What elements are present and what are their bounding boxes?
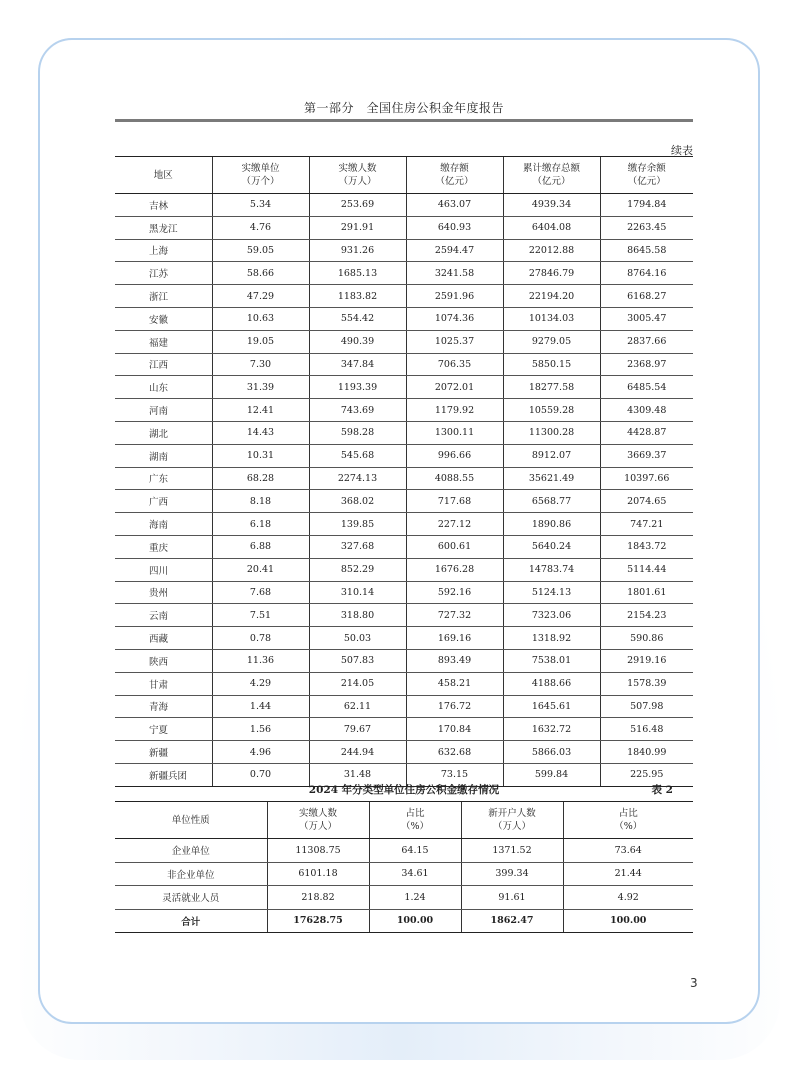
table-row <box>115 285 693 308</box>
region-cell: 重庆 <box>115 535 212 558</box>
value-cell: 852.29 <box>309 558 406 581</box>
total-value-cell: 1862.47 <box>461 909 563 933</box>
value-cell: 0.70 <box>212 763 309 786</box>
region-cell: 安徽 <box>115 307 212 330</box>
value-cell: 5114.44 <box>600 558 693 581</box>
value-cell: 21.44 <box>563 862 693 886</box>
value-cell: 1578.39 <box>600 672 693 695</box>
value-cell: 2072.01 <box>406 376 503 399</box>
value-cell: 327.68 <box>309 535 406 558</box>
value-cell: 743.69 <box>309 399 406 422</box>
value-cell: 22012.88 <box>503 239 600 262</box>
value-cell: 8.18 <box>212 490 309 513</box>
value-cell: 1371.52 <box>461 839 563 863</box>
value-cell: 1300.11 <box>406 421 503 444</box>
value-cell: 4.96 <box>212 741 309 764</box>
unit-type-deposit-table <box>115 801 693 933</box>
column-header: 占比 （%） <box>369 802 461 839</box>
value-cell: 5640.24 <box>503 535 600 558</box>
region-cell: 宁夏 <box>115 718 212 741</box>
column-header: 实缴人数 （万人） <box>309 157 406 194</box>
column-header: 实缴人数 （万人） <box>267 802 369 839</box>
value-cell: 218.82 <box>267 886 369 910</box>
value-cell: 1.44 <box>212 695 309 718</box>
table-row <box>115 604 693 627</box>
value-cell: 3669.37 <box>600 444 693 467</box>
value-cell: 8764.16 <box>600 262 693 285</box>
region-cell: 浙江 <box>115 285 212 308</box>
value-cell: 463.07 <box>406 194 503 217</box>
region-cell: 江苏 <box>115 262 212 285</box>
value-cell: 490.39 <box>309 330 406 353</box>
value-cell: 244.94 <box>309 741 406 764</box>
value-cell: 368.02 <box>309 490 406 513</box>
table-row <box>115 581 693 604</box>
region-cell: 四川 <box>115 558 212 581</box>
value-cell: 1890.86 <box>503 513 600 536</box>
value-cell: 2594.47 <box>406 239 503 262</box>
table-row <box>115 535 693 558</box>
value-cell: 516.48 <box>600 718 693 741</box>
value-cell: 91.61 <box>461 886 563 910</box>
column-header: 单位性质 <box>115 802 267 839</box>
value-cell: 4428.87 <box>600 421 693 444</box>
value-cell: 58.66 <box>212 262 309 285</box>
region-cell: 广西 <box>115 490 212 513</box>
value-cell: 6101.18 <box>267 862 369 886</box>
table-row <box>115 862 693 886</box>
value-cell: 4309.48 <box>600 399 693 422</box>
column-header: 占比 （%） <box>563 802 693 839</box>
total-value-cell: 17628.75 <box>267 909 369 933</box>
region-cell: 云南 <box>115 604 212 627</box>
value-cell: 4.29 <box>212 672 309 695</box>
table-row <box>115 695 693 718</box>
value-cell: 18277.58 <box>503 376 600 399</box>
value-cell: 458.21 <box>406 672 503 695</box>
value-cell: 11300.28 <box>503 421 600 444</box>
value-cell: 1840.99 <box>600 741 693 764</box>
table-row <box>115 421 693 444</box>
value-cell: 62.11 <box>309 695 406 718</box>
value-cell: 1645.61 <box>503 695 600 718</box>
value-cell: 20.41 <box>212 558 309 581</box>
value-cell: 10134.03 <box>503 307 600 330</box>
total-value-cell: 100.00 <box>369 909 461 933</box>
value-cell: 545.68 <box>309 444 406 467</box>
unit-type-cell: 非企业单位 <box>115 862 267 886</box>
value-cell: 22194.20 <box>503 285 600 308</box>
table-row <box>115 444 693 467</box>
value-cell: 1.24 <box>369 886 461 910</box>
value-cell: 50.03 <box>309 627 406 650</box>
value-cell: 3005.47 <box>600 307 693 330</box>
value-cell: 7538.01 <box>503 649 600 672</box>
value-cell: 6568.77 <box>503 490 600 513</box>
value-cell: 598.28 <box>309 421 406 444</box>
value-cell: 1794.84 <box>600 194 693 217</box>
table-header-row <box>115 157 693 194</box>
value-cell: 170.84 <box>406 718 503 741</box>
region-cell: 广东 <box>115 467 212 490</box>
column-header: 累计缴存总额 （亿元） <box>503 157 600 194</box>
table-row <box>115 513 693 536</box>
value-cell: 2154.23 <box>600 604 693 627</box>
value-cell: 2074.65 <box>600 490 693 513</box>
value-cell: 73.15 <box>406 763 503 786</box>
continued-label: 续表 <box>671 144 693 157</box>
value-cell: 5850.15 <box>503 353 600 376</box>
value-cell: 19.05 <box>212 330 309 353</box>
value-cell: 640.93 <box>406 216 503 239</box>
value-cell: 893.49 <box>406 649 503 672</box>
value-cell: 2263.45 <box>600 216 693 239</box>
value-cell: 47.29 <box>212 285 309 308</box>
value-cell: 1318.92 <box>503 627 600 650</box>
table-row <box>115 741 693 764</box>
header-rule <box>115 119 693 122</box>
total-row <box>115 909 693 933</box>
value-cell: 507.83 <box>309 649 406 672</box>
region-cell: 山东 <box>115 376 212 399</box>
table-row <box>115 262 693 285</box>
value-cell: 717.68 <box>406 490 503 513</box>
value-cell: 79.67 <box>309 718 406 741</box>
value-cell: 590.86 <box>600 627 693 650</box>
table2-title: 2024 年分类型单位住房公积金缴存情况 <box>308 784 500 796</box>
table-row <box>115 490 693 513</box>
value-cell: 169.16 <box>406 627 503 650</box>
unit-type-cell: 灵活就业人员 <box>115 886 267 910</box>
value-cell: 3241.58 <box>406 262 503 285</box>
region-cell: 江西 <box>115 353 212 376</box>
column-header: 地区 <box>115 157 212 194</box>
value-cell: 9279.05 <box>503 330 600 353</box>
value-cell: 10559.28 <box>503 399 600 422</box>
value-cell: 5.34 <box>212 194 309 217</box>
value-cell: 291.91 <box>309 216 406 239</box>
region-cell: 吉林 <box>115 194 212 217</box>
total-label-cell: 合计 <box>115 909 267 933</box>
value-cell: 7.51 <box>212 604 309 627</box>
value-cell: 139.85 <box>309 513 406 536</box>
value-cell: 996.66 <box>406 444 503 467</box>
value-cell: 4188.66 <box>503 672 600 695</box>
value-cell: 12.41 <box>212 399 309 422</box>
value-cell: 4088.55 <box>406 467 503 490</box>
page-number: 3 <box>690 976 698 990</box>
table-row <box>115 467 693 490</box>
value-cell: 35621.49 <box>503 467 600 490</box>
value-cell: 10397.66 <box>600 467 693 490</box>
value-cell: 176.72 <box>406 695 503 718</box>
unit-type-cell: 企业单位 <box>115 839 267 863</box>
value-cell: 8645.58 <box>600 239 693 262</box>
value-cell: 2591.96 <box>406 285 503 308</box>
table-row <box>115 399 693 422</box>
region-cell: 新疆兵团 <box>115 763 212 786</box>
table-header-row <box>115 802 693 839</box>
table-row <box>115 216 693 239</box>
value-cell: 1179.92 <box>406 399 503 422</box>
value-cell: 11308.75 <box>267 839 369 863</box>
value-cell: 747.21 <box>600 513 693 536</box>
value-cell: 4939.34 <box>503 194 600 217</box>
table-row <box>115 718 693 741</box>
table-row <box>115 649 693 672</box>
table-row <box>115 307 693 330</box>
value-cell: 6485.54 <box>600 376 693 399</box>
value-cell: 507.98 <box>600 695 693 718</box>
total-value-cell: 100.00 <box>563 909 693 933</box>
value-cell: 27846.79 <box>503 262 600 285</box>
value-cell: 8912.07 <box>503 444 600 467</box>
value-cell: 11.36 <box>212 649 309 672</box>
value-cell: 318.80 <box>309 604 406 627</box>
value-cell: 64.15 <box>369 839 461 863</box>
column-header: 实缴单位 （万个） <box>212 157 309 194</box>
value-cell: 0.78 <box>212 627 309 650</box>
region-cell: 湖南 <box>115 444 212 467</box>
value-cell: 310.14 <box>309 581 406 604</box>
value-cell: 4.76 <box>212 216 309 239</box>
value-cell: 931.26 <box>309 239 406 262</box>
value-cell: 1.56 <box>212 718 309 741</box>
region-cell: 上海 <box>115 239 212 262</box>
table-row <box>115 672 693 695</box>
value-cell: 6.18 <box>212 513 309 536</box>
region-cell: 贵州 <box>115 581 212 604</box>
value-cell: 73.64 <box>563 839 693 863</box>
region-cell: 陕西 <box>115 649 212 672</box>
value-cell: 706.35 <box>406 353 503 376</box>
value-cell: 68.28 <box>212 467 309 490</box>
regional-deposit-table <box>115 156 693 787</box>
value-cell: 225.95 <box>600 763 693 786</box>
table-row <box>115 239 693 262</box>
value-cell: 14.43 <box>212 421 309 444</box>
table-row <box>115 376 693 399</box>
value-cell: 214.05 <box>309 672 406 695</box>
table-row <box>115 886 693 910</box>
value-cell: 6168.27 <box>600 285 693 308</box>
region-cell: 福建 <box>115 330 212 353</box>
region-cell: 新疆 <box>115 741 212 764</box>
region-cell: 湖北 <box>115 421 212 444</box>
value-cell: 7.30 <box>212 353 309 376</box>
value-cell: 1183.82 <box>309 285 406 308</box>
region-cell: 河南 <box>115 399 212 422</box>
value-cell: 2368.97 <box>600 353 693 376</box>
value-cell: 399.34 <box>461 862 563 886</box>
value-cell: 5866.03 <box>503 741 600 764</box>
value-cell: 2274.13 <box>309 467 406 490</box>
region-cell: 西藏 <box>115 627 212 650</box>
value-cell: 7323.06 <box>503 604 600 627</box>
value-cell: 10.63 <box>212 307 309 330</box>
value-cell: 347.84 <box>309 353 406 376</box>
value-cell: 31.39 <box>212 376 309 399</box>
region-cell: 黑龙江 <box>115 216 212 239</box>
value-cell: 2919.16 <box>600 649 693 672</box>
value-cell: 14783.74 <box>503 558 600 581</box>
column-header: 缴存余额 （亿元） <box>600 157 693 194</box>
value-cell: 4.92 <box>563 886 693 910</box>
region-cell: 海南 <box>115 513 212 536</box>
value-cell: 632.68 <box>406 741 503 764</box>
value-cell: 1676.28 <box>406 558 503 581</box>
value-cell: 599.84 <box>503 763 600 786</box>
value-cell: 1801.61 <box>600 581 693 604</box>
value-cell: 1074.36 <box>406 307 503 330</box>
value-cell: 10.31 <box>212 444 309 467</box>
value-cell: 34.61 <box>369 862 461 886</box>
value-cell: 1843.72 <box>600 535 693 558</box>
value-cell: 727.32 <box>406 604 503 627</box>
value-cell: 253.69 <box>309 194 406 217</box>
table-row <box>115 194 693 217</box>
running-head: 第一部分 全国住房公积金年度报告 <box>303 101 504 115</box>
value-cell: 1685.13 <box>309 262 406 285</box>
table-row <box>115 558 693 581</box>
value-cell: 6.88 <box>212 535 309 558</box>
value-cell: 1193.39 <box>309 376 406 399</box>
table-row <box>115 839 693 863</box>
value-cell: 59.05 <box>212 239 309 262</box>
table2-number: 表 2 <box>651 784 673 796</box>
value-cell: 7.68 <box>212 581 309 604</box>
value-cell: 600.61 <box>406 535 503 558</box>
value-cell: 6404.08 <box>503 216 600 239</box>
region-cell: 青海 <box>115 695 212 718</box>
value-cell: 5124.13 <box>503 581 600 604</box>
value-cell: 2837.66 <box>600 330 693 353</box>
table-row <box>115 330 693 353</box>
value-cell: 592.16 <box>406 581 503 604</box>
column-header: 新开户人数 （万人） <box>461 802 563 839</box>
column-header: 缴存额 （亿元） <box>406 157 503 194</box>
region-cell: 甘肃 <box>115 672 212 695</box>
value-cell: 1632.72 <box>503 718 600 741</box>
value-cell: 554.42 <box>309 307 406 330</box>
value-cell: 31.48 <box>309 763 406 786</box>
value-cell: 227.12 <box>406 513 503 536</box>
table-row <box>115 627 693 650</box>
table-row <box>115 353 693 376</box>
value-cell: 1025.37 <box>406 330 503 353</box>
